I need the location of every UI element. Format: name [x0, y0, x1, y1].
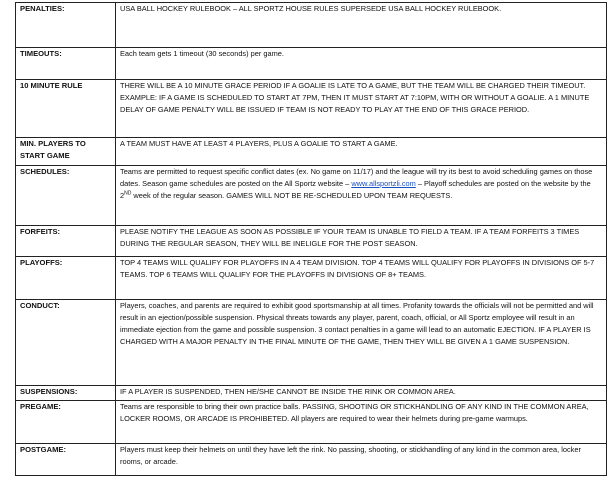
row-text-timeouts: Each team gets 1 timeout (30 seconds) per game. [116, 48, 607, 80]
rules-table [15, 2, 607, 476]
row-text-10-minute-rule: THERE WILL BE A 10 MINUTE GRACE PERIOD IF A GOALIE IS LATE TO A GAME, BUT THE TEAM WILL BE CHARGED THEIR TIMEOUT. EXAMPLE: IF A GAME IS SCHEDULED TO START AT 7PM, THEN IT MUST START AT 7:10PM, WITH OR WITHOUT A GOALIE. A 1 MINUTE DELAY OF GAME PENALTY WILL BE ISSUED IF TEAM IS NOT READY TO PLAY AT THE END OF THIS GRACE PERIOD. [116, 80, 607, 138]
table-row [16, 444, 607, 476]
row-label-schedules: SCHEDULES: [16, 166, 116, 226]
row-text-playoffs: TOP 4 TEAMS WILL QUALIFY FOR PLAYOFFS IN A 4 TEAM DIVISION. TOP 4 TEAMS WILL QUALIFY FOR PLAYOFFS IN DIVISIONS OF 5-7 TEAMS. TOP 6 TEAMS WILL QUALIFY FOR THE PLAYOFFS IN DIVISIONS OF 8+ TEAMS. [116, 257, 607, 300]
row-text-suspensions: IF A PLAYER IS SUSPENDED, THEN HE/SHE CANNOT BE INSIDE THE RINK OR COMMON AREA. [116, 386, 607, 401]
table-row [16, 300, 607, 386]
table-row [16, 48, 607, 80]
schedules-text-part-a: Teams are permitted to request specific conflict dates (ex. No game on 11/17) and the league will try its best to avoid scheduling games on those dates. Season game schedules are posted on the All Sportz website – [120, 167, 593, 188]
row-label-conduct: CONDUCT: [16, 300, 116, 386]
row-label-10-minute-rule: 10 MINUTE RULE [16, 80, 116, 138]
website-link[interactable]: www.allsportzli.com [351, 179, 416, 188]
row-label-timeouts: TIMEOUTS: [16, 48, 116, 80]
row-label-penalties: PENALTIES: [16, 3, 116, 48]
row-text-pregame: Teams are responsible to bring their own practice balls. PASSING, SHOOTING OR STICKHANDLING OF ANY KIND IN THE COMMON AREA, LOCKER ROOMS, OR ARCADE IS PROHIBETED. All players are required to wear their helmets during pre-game warmups. [116, 401, 607, 444]
schedules-text-part-c: week of the regular season. GAMES WILL NOT BE RE-SCHEDULED UPON TEAM REQUESTS. [131, 191, 453, 200]
row-label-pregame: PREGAME: [16, 401, 116, 444]
table-row [16, 3, 607, 48]
row-label-postgame: POSTGAME: [16, 444, 116, 476]
row-text-conduct: Players, coaches, and parents are required to exhibit good sportsmanship at all times. Profanity towards the officials will not be permitted and will result in an ejection/possible suspension. Physical threats towards any player, parent, coach, official, or All Sportz employee will result in an immediate ejection from the game and possible suspension. 3 contact penalties in a game will lead to an automatic EJECTION. IF A PLAYER IS CHARGED WITH A MAJOR PENALTY IN THE FINAL MINUTE OF THE GAME, THEN THEY WILL BE GIVEN A 1 GAME SUSPENSION. [116, 300, 607, 386]
row-text-penalties: USA BALL HOCKEY RULEBOOK – ALL SPORTZ HOUSE RULES SUPERSEDE USA BALL HOCKEY RULEBOOK. [116, 3, 607, 48]
table-row [16, 226, 607, 257]
row-text-postgame: Players must keep their helmets on until they have left the rink. No passing, shooting, or stickhandling of any kind in the common area, locker rooms, or arcade. [116, 444, 607, 476]
table-row [16, 166, 607, 226]
row-label-playoffs: PLAYOFFS: [16, 257, 116, 300]
row-text-min-players: A TEAM MUST HAVE AT LEAST 4 PLAYERS, PLUS A GOALIE TO START A GAME. [116, 138, 607, 166]
row-text-forfeits: PLEASE NOTIFY THE LEAGUE AS SOON AS POSSIBLE IF YOUR TEAM IS UNABLE TO FIELD A TEAM. IF A TEAM FORFEITS 3 TIMES DURING THE REGULAR SEASON, THEY WILL BE INELIGLE FOR THE POST SEASON. [116, 226, 607, 257]
schedules-text-part-b: – Playoff schedules are posted on the website by the 2 [120, 179, 591, 200]
table-row [16, 401, 607, 444]
table-row [16, 257, 607, 300]
row-label-forfeits: FORFEITS: [16, 226, 116, 257]
ordinal-superscript: ND [124, 190, 132, 197]
row-text-schedules [116, 166, 607, 226]
row-label-min-players: MIN. PLAYERS TO START GAME [16, 138, 116, 166]
row-label-suspensions: SUSPENSIONS: [16, 386, 116, 401]
table-row [16, 138, 607, 166]
table-row [16, 80, 607, 138]
table-row [16, 386, 607, 401]
